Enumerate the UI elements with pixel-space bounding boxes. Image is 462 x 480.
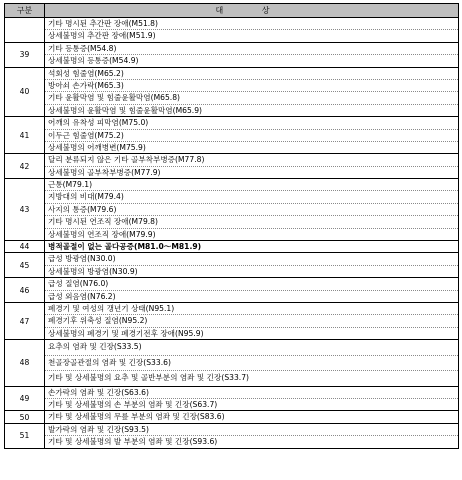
list-item: 기타 명시된 추간판 장애(M51.8) — [45, 18, 458, 30]
list-item: 기타 및 상세불명의 무릎 부분의 염좌 및 긴장(S83.6) — [48, 412, 225, 422]
list-item: 석회성 힘줄염(M65.2) — [45, 68, 458, 80]
row-number: 39 — [5, 42, 45, 67]
table-row — [5, 340, 459, 387]
row-number: 51 — [5, 423, 45, 448]
row-items — [45, 386, 459, 411]
table-row — [5, 42, 459, 67]
header-target: 대 상 — [45, 4, 459, 18]
row-items — [45, 179, 459, 241]
row-items — [45, 154, 459, 179]
list-item: 상세불명의 골부착부병증(M77.9) — [48, 167, 161, 177]
list-item: 요추의 염좌 및 긴장(S33.5) — [45, 340, 458, 356]
list-item: 병적골절이 없는 골다공증(M81.0～M81.9) — [48, 242, 202, 252]
list-item: 상세불명의 등통증(M54.9) — [48, 56, 139, 66]
row-number: 49 — [5, 386, 45, 411]
row-number: 41 — [5, 117, 45, 154]
row-number: 46 — [5, 278, 45, 303]
row-items — [45, 302, 459, 339]
row-items — [45, 278, 459, 303]
row-items — [45, 67, 459, 117]
list-item: 방아쇠 손가락(M65.3) — [45, 80, 458, 92]
table-row — [5, 117, 459, 154]
list-item: 달리 분류되지 않은 기타 골부착부병증(M77.8) — [45, 154, 458, 166]
table-row — [5, 179, 459, 241]
table-row — [5, 278, 459, 303]
table-row — [5, 241, 459, 253]
row-number: 44 — [5, 241, 45, 253]
list-item: 급성 방광염(N30.0) — [45, 253, 458, 265]
list-item: 기타 윤활막염 및 힘줄윤활막염(M65.8) — [45, 92, 458, 104]
list-item: 상세불명의 어깨병변(M75.9) — [48, 142, 146, 152]
row-items — [45, 340, 459, 387]
list-item: 기타 등통증(M54.8) — [45, 43, 458, 55]
table-row — [5, 18, 459, 43]
row-items — [45, 411, 459, 423]
row-items — [45, 423, 459, 448]
list-item: 기타 및 상세불명의 손 부분의 염좌 및 긴장(S63.7) — [48, 400, 218, 410]
table-row — [5, 253, 459, 278]
table-row — [5, 302, 459, 339]
row-number — [5, 18, 45, 43]
row-items — [45, 241, 459, 253]
list-item: 상세불명의 추간판 장애(M51.9) — [48, 31, 156, 41]
table-row — [5, 423, 459, 448]
list-item: 상세불명의 연조직 장애(M79.9) — [48, 229, 156, 239]
disease-table-container — [4, 3, 458, 449]
header-category: 구분 — [5, 4, 45, 18]
row-number: 47 — [5, 302, 45, 339]
list-item: 폐경기 및 여성의 갱년기 상태(N95.1) — [45, 303, 458, 315]
row-number: 45 — [5, 253, 45, 278]
list-item: 상세불명의 폐경기 및 폐경기전후 장애(N95.9) — [48, 328, 204, 338]
row-number: 40 — [5, 67, 45, 117]
row-items — [45, 18, 459, 43]
row-items — [45, 42, 459, 67]
list-item: 급성 외음염(N76.2) — [48, 291, 116, 301]
list-item: 급성 질염(N76.0) — [45, 278, 458, 290]
list-item: 이두근 힘줄염(M75.2) — [45, 130, 458, 142]
list-item: 천골장골관절의 염좌 및 긴장(S33.6) — [45, 356, 458, 372]
list-item: 지방대의 비대(M79.4) — [45, 191, 458, 203]
table-row — [5, 67, 459, 117]
table-body — [5, 18, 459, 449]
disease-table — [4, 3, 459, 449]
list-item: 기타 명시된 연조직 장애(M79.8) — [45, 216, 458, 228]
list-item: 기타 및 상세불명의 요추 및 골반부분의 염좌 및 긴장(S33.7) — [48, 373, 250, 383]
list-item: 발가락의 염좌 및 긴장(S93.5) — [45, 424, 458, 436]
row-number: 43 — [5, 179, 45, 241]
row-number: 42 — [5, 154, 45, 179]
row-number: 50 — [5, 411, 45, 423]
list-item: 사지의 통증(M79.6) — [45, 204, 458, 216]
list-item: 어깨의 유착성 피막염(M75.0) — [45, 117, 458, 129]
row-items — [45, 253, 459, 278]
table-header-row — [5, 4, 459, 18]
list-item: 폐경기후 위축성 질염(N95.2) — [45, 315, 458, 327]
row-number: 48 — [5, 340, 45, 387]
list-item: 근통(M79.1) — [45, 179, 458, 191]
list-item: 상세불명의 방광염(N30.9) — [48, 266, 138, 276]
table-row — [5, 154, 459, 179]
list-item: 손가락의 염좌 및 긴장(S63.6) — [45, 387, 458, 399]
list-item: 상세불명의 윤활막염 및 힘줄윤활막염(M65.9) — [48, 105, 202, 115]
list-item: 기타 및 상세불명의 발 부분의 염좌 및 긴장(S93.6) — [48, 437, 218, 447]
table-row — [5, 411, 459, 423]
table-row — [5, 386, 459, 411]
row-items — [45, 117, 459, 154]
